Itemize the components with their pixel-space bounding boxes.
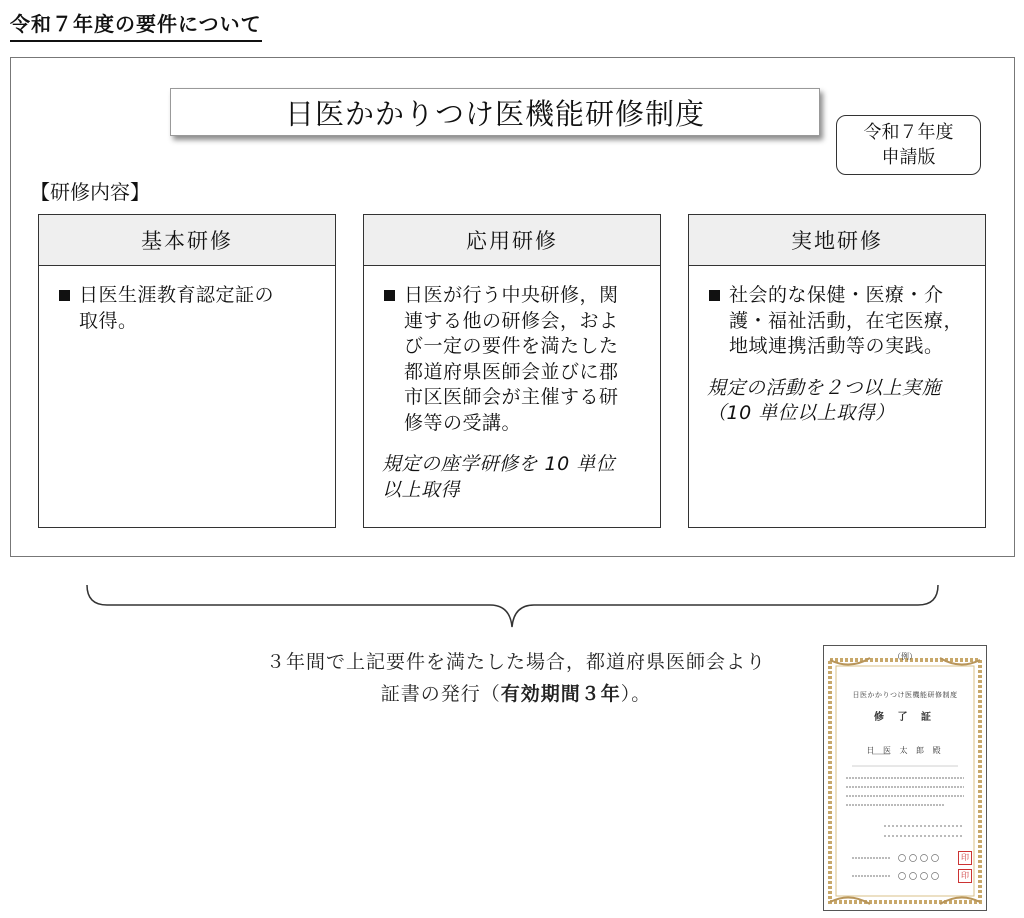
practical-line: 護・福祉活動，在宅医療， [729,309,964,332]
basic-line: 日医生涯教育認定証の [79,284,275,306]
basic-line: 取得。 [79,309,138,332]
certificate-example-label: （例） [893,652,917,661]
applied-line: 修等の受講。 [404,411,522,434]
applied-note-line: 以上取得 [382,478,461,501]
applied-training-column [363,214,661,528]
practical-line: 社会的な保健・医療・介 [729,284,944,306]
certificate-recipient: 日 医 太 郎 殿 [866,746,944,755]
applied-line: 市区医師会が主催する研 [404,386,619,408]
seal-stamp: 印 [958,869,972,883]
applied-note-line: 規定の座学研修を 10 単位 [382,453,616,475]
basic-training-header: 基本研修 [39,215,335,266]
applied-line: び一定の要件を満たした [404,335,619,357]
edition-badge [836,115,981,175]
practical-note-line: 規定の活動を２つ以上実施 [707,376,942,399]
summary-line-2 [180,678,852,710]
practical-note-line: （10 単位以上取得） [707,402,895,424]
practical-line: 地域連携活動等の実践。 [729,335,944,357]
summary-prefix: 証書の発行（ [380,683,501,705]
page-heading: 令和７年度の要件について [10,8,262,42]
square-bullet-icon [59,290,70,301]
applied-training-header: 応用研修 [364,215,660,266]
applied-training-note [382,452,644,503]
basic-training-column [38,214,336,528]
validity-period: 有効期間３年 [500,683,621,705]
certificate-title: 日医かかりつけ医機能研修制度 [852,691,958,699]
edition-version: 申請版 [881,147,936,168]
practical-training-note [707,376,969,427]
training-content-label: 【研修内容】 [30,180,150,204]
square-bullet-icon [709,290,720,301]
square-bullet-icon [384,290,395,301]
basic-training-item [79,283,317,334]
curly-brace-icon [85,583,940,631]
practical-training-column [688,214,986,528]
certificate-sample-image [823,645,987,911]
applied-line: 日医が行う中央研修，関 [404,284,619,306]
summary-suffix: ）。 [620,683,652,705]
seal-stamp: 印 [958,851,972,865]
edition-year: 令和７年度 [863,122,954,143]
summary-text [180,646,852,710]
applied-line: 都道府県医師会並びに郡 [404,360,619,383]
practical-training-item [729,283,967,360]
applied-line: 連する他の研修会，およ [404,309,619,332]
applied-training-item [404,283,642,436]
practical-training-header: 実地研修 [689,215,985,266]
certificate-name: 修 了 証 [874,712,936,723]
summary-line-1: ３年間で上記要件を満たした場合，都道府県医師会より [265,651,766,673]
program-title: 日医かかりつけ医機能研修制度 [170,88,820,136]
